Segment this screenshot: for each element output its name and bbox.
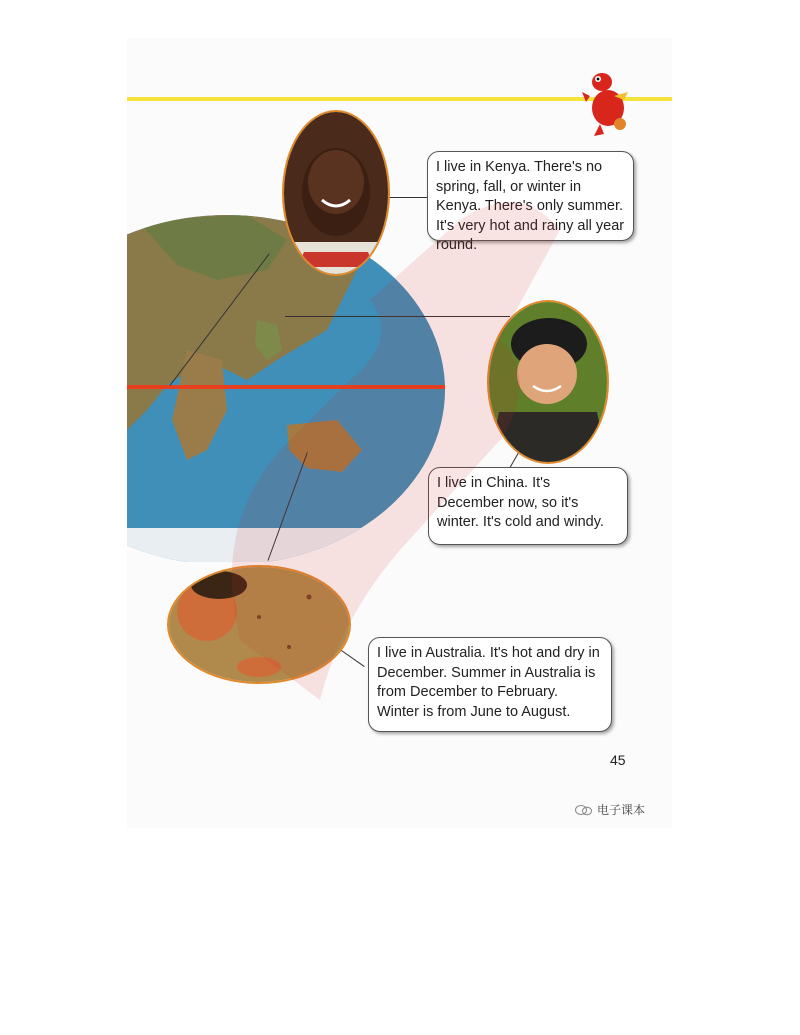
wechat-account-name: 电子课本 — [597, 803, 646, 817]
page-number: 45 — [610, 752, 626, 768]
wechat-icon — [575, 804, 593, 816]
australia-speech-bubble — [368, 637, 612, 732]
china-boy-photo — [487, 300, 609, 464]
china-connector — [285, 316, 510, 317]
china-speech-bubble — [428, 467, 628, 545]
kenya-speech-bubble — [427, 151, 634, 253]
china-bubble-text: I live in China. It's December now, so it's winter. It's cold and windy. — [437, 475, 604, 530]
red-dragon-mascot-icon — [580, 66, 642, 138]
kenya-bubble-connector — [385, 197, 427, 198]
kenya-bubble-text: I live in Kenya. There's no spring, fall, or winter in Kenya. There's only summer. It's very hot and rainy all year round. — [436, 159, 625, 253]
australia-boy-photo — [167, 565, 351, 684]
kenya-girl-photo — [282, 110, 390, 276]
wechat-footer — [575, 801, 645, 818]
australia-bubble-text: I live in Australia. It's hot and dry in December. Summer in Australia is from December to February. Winter is from June to August. — [377, 645, 600, 720]
equator-line — [127, 385, 445, 389]
